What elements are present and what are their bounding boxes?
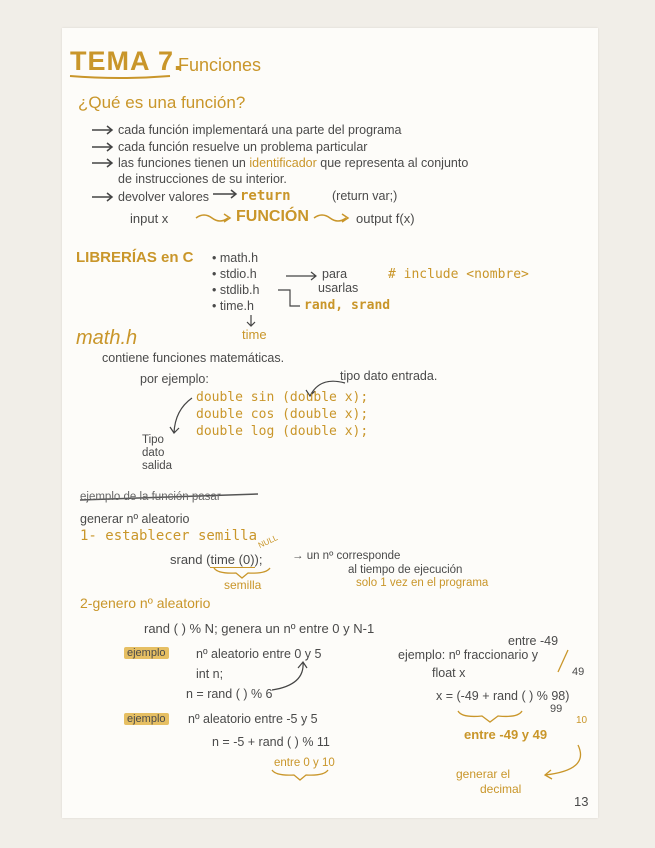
mathh-desc: contiene funciones matemáticas. (102, 351, 285, 365)
step-2-heading: 2-genero nº aleatorio (80, 595, 211, 611)
ej2-note: entre 0 y 10 (274, 757, 335, 769)
funcion-label: FUNCIÓN (236, 208, 309, 225)
para-label: para (322, 267, 348, 281)
ej3-gen-2: decimal (480, 782, 522, 796)
librerias-heading: LIBRERÍAS en C (76, 249, 194, 266)
code-log: double log (double x); (196, 424, 369, 439)
ej2-line1: nº aleatorio entre -5 y 5 (188, 712, 318, 726)
ejemplo-1-label: ejemplo (124, 648, 169, 659)
semilla-note: semilla (224, 578, 262, 592)
page-subtitle: Funciones (178, 55, 262, 75)
ej2-line2: n = -5 + rand ( ) % 11 (212, 735, 330, 749)
lib-stdio: • stdio.h (212, 267, 257, 281)
identificador-word: identificador (249, 156, 317, 170)
lib-math: • math.h (212, 251, 259, 265)
rand-line: rand ( ) % N; genera un nº entre 0 y N-1 (144, 621, 375, 636)
step-1-heading: 1- establecer semilla (80, 528, 258, 544)
ej3-entre: entre -49 (508, 634, 559, 648)
ej3-line2: float x (432, 666, 466, 680)
tipo-salida-3: salida (142, 460, 173, 472)
bullet-2: cada función resuelve un problema particular (118, 140, 368, 154)
bullet-4: devolver valores (118, 190, 210, 204)
tiempo-note: al tiempo de ejecución (348, 564, 463, 576)
include-directive: # include <nombre> (388, 267, 529, 282)
srand-call: srand (time (0)); (170, 552, 263, 567)
rand-srand-label: rand, srand (304, 298, 391, 313)
tipo-salida-1: Tipo (142, 434, 164, 446)
code-sin: double sin (double x); (196, 390, 369, 405)
lib-time: • time.h (212, 299, 254, 313)
time-note: time (242, 327, 267, 342)
ej3-line1: ejemplo: nº fraccionario y (398, 648, 539, 662)
ej1-line1: nº aleatorio entre 0 y 5 (196, 647, 322, 661)
input-label: input x (130, 211, 169, 226)
ej1-line2: int n; (196, 667, 224, 681)
question-heading: ¿Qué es una función? (78, 93, 246, 112)
tipo-dato-entrada: tipo dato entrada. (340, 369, 438, 383)
usarlas-label: usarlas (318, 281, 359, 295)
crossed-out-text: ejemplo de la función pasar (80, 491, 221, 503)
page-number: 13 (574, 794, 589, 809)
corresponde-note: → un nº corresponde (292, 550, 401, 562)
ej3-line3: x = (-49 + rand ( ) % 98) (436, 689, 570, 703)
page-title: TEMA 7. (70, 46, 183, 76)
output-label: output f(x) (356, 211, 415, 226)
code-cos: double cos (double x); (196, 407, 369, 422)
tipo-salida-2: dato (142, 447, 165, 459)
ej3-range: entre -49 y 49 (464, 727, 548, 742)
ejemplo-2-label: ejemplo (124, 714, 169, 725)
ej3-gen-1: generar el (456, 767, 511, 781)
lib-stdlib: • stdlib.h (212, 283, 260, 297)
solo-una-vez: solo 1 vez en el programa (356, 577, 489, 589)
bullet-3: las funciones tienen un identificador que representa al conjunto (118, 156, 469, 170)
por-ejemplo: por ejemplo: (140, 372, 209, 386)
ej3-49: 49 (572, 666, 585, 678)
bullet-3-cont: de instrucciones de su interior. (118, 172, 287, 186)
bullet-1: cada función implementará una parte del programa (118, 123, 402, 137)
ej3-99: 99 (550, 703, 563, 715)
return-var: (return var;) (332, 189, 398, 203)
generar-aleatorio: generar nº aleatorio (80, 512, 190, 526)
ej1-line3: n = rand ( ) % 6 (186, 687, 273, 701)
ej3-10: 10 (576, 715, 588, 726)
return-keyword: return (240, 188, 291, 204)
mathh-heading: math.h (76, 327, 138, 349)
null-note: NULL (256, 533, 280, 550)
